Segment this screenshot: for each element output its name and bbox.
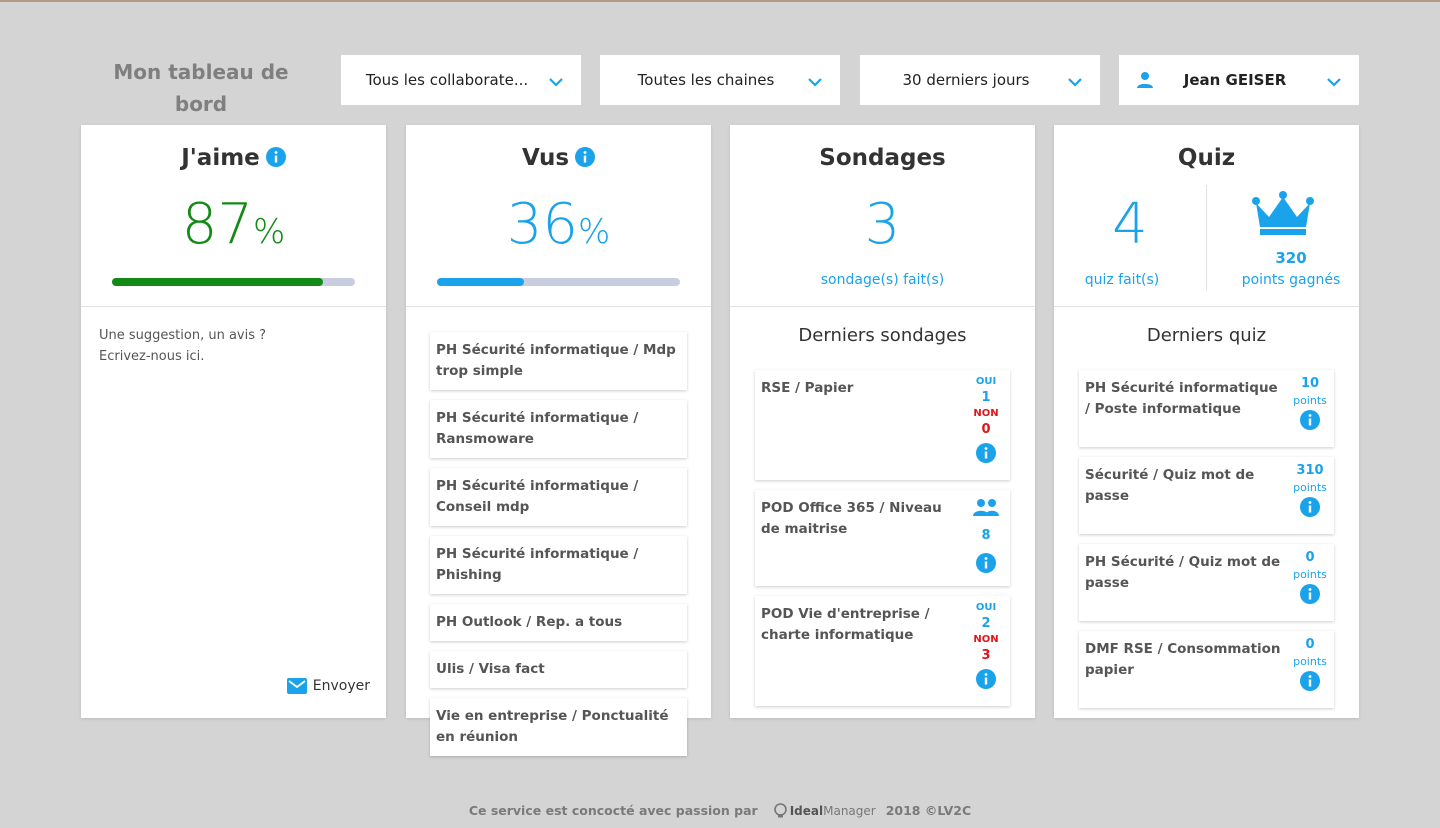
info-icon[interactable] bbox=[1300, 671, 1320, 698]
suggestion-line-2: Ecrivez-nous ici. bbox=[99, 349, 205, 364]
surveys-card-header bbox=[730, 125, 1035, 307]
views-value-unit: % bbox=[577, 212, 611, 252]
quiz-list bbox=[1079, 370, 1334, 702]
points-value: 10 bbox=[1300, 376, 1320, 391]
views-title-text: Vus bbox=[521, 145, 570, 171]
quiz-item[interactable] bbox=[1079, 370, 1334, 447]
likes-value-unit: % bbox=[252, 212, 286, 252]
no-label: NON bbox=[973, 408, 999, 419]
views-progress-bar bbox=[437, 278, 680, 286]
info-icon[interactable] bbox=[1300, 410, 1320, 437]
likes-card-header bbox=[81, 125, 386, 307]
surveys-value: 3 bbox=[864, 192, 901, 257]
likes-value-number: 87 bbox=[181, 192, 253, 257]
info-icon[interactable] bbox=[976, 443, 996, 470]
brand-logo[interactable] bbox=[774, 803, 876, 818]
quiz-title: Quiz bbox=[1177, 145, 1236, 171]
footer bbox=[0, 803, 1440, 818]
list-item[interactable]: PH Sécurité informatique / Mdp trop simple bbox=[430, 332, 687, 390]
quiz-section-title: Derniers quiz bbox=[1146, 325, 1267, 346]
points-value: 0 bbox=[1305, 550, 1315, 565]
participants-icon bbox=[972, 498, 1000, 525]
copyright: 2018 ©LV2C bbox=[885, 803, 972, 818]
period-filter-label: 30 derniers jours bbox=[902, 71, 1030, 89]
list-item[interactable]: Ulis / Visa fact bbox=[430, 651, 687, 688]
views-progress-fill bbox=[437, 278, 524, 286]
surveys-sublabel: sondage(s) fait(s) bbox=[820, 272, 945, 288]
top-border bbox=[0, 0, 1440, 2]
survey-item[interactable] bbox=[755, 596, 1010, 706]
quiz-item-score bbox=[1290, 463, 1330, 524]
survey-title: RSE / Papier bbox=[761, 380, 854, 396]
participants-count: 8 bbox=[981, 528, 991, 543]
user-filter-label: Jean GEISER bbox=[1183, 71, 1287, 89]
info-icon[interactable] bbox=[1300, 497, 1320, 524]
channels-filter[interactable] bbox=[600, 55, 840, 105]
no-count: 0 bbox=[981, 422, 991, 437]
collaborators-filter-label: Tous les collaborate... bbox=[365, 71, 529, 89]
survey-results bbox=[966, 376, 1006, 470]
views-title bbox=[406, 145, 711, 173]
likes-card bbox=[81, 125, 386, 718]
views-card bbox=[406, 125, 711, 745]
chevron-down-icon bbox=[806, 73, 824, 91]
quiz-item-score bbox=[1290, 637, 1330, 698]
user-filter[interactable] bbox=[1119, 55, 1359, 105]
send-button-label: Envoyer bbox=[312, 678, 370, 694]
info-icon[interactable] bbox=[976, 553, 996, 580]
list-item[interactable]: PH Outlook / Rep. a tous bbox=[430, 604, 687, 641]
send-button[interactable] bbox=[287, 678, 370, 694]
info-icon[interactable] bbox=[1300, 584, 1320, 611]
page-title: Mon tableau de bord bbox=[113, 60, 289, 116]
surveys-section-title: Derniers sondages bbox=[798, 325, 967, 346]
crown-icon bbox=[1207, 191, 1359, 237]
yes-label: OUI bbox=[975, 602, 997, 613]
quiz-item-score bbox=[1290, 550, 1330, 611]
likes-value bbox=[81, 193, 386, 264]
points-label: points bbox=[1293, 568, 1327, 581]
survey-item[interactable] bbox=[755, 490, 1010, 586]
suggestion-line-1: Une suggestion, un avis ? bbox=[99, 328, 267, 343]
likes-progress-fill bbox=[112, 278, 323, 286]
points-value: 310 bbox=[1296, 463, 1324, 478]
collaborators-filter[interactable] bbox=[341, 55, 581, 105]
quiz-points: 320 bbox=[1275, 249, 1307, 267]
list-item[interactable]: PH Sécurité informatique / Conseil mdp bbox=[430, 468, 687, 526]
points-label: points bbox=[1293, 655, 1327, 668]
likes-title-text: J'aime bbox=[181, 145, 260, 171]
list-item[interactable]: PH Sécurité informatique / Phishing bbox=[430, 536, 687, 594]
suggestion-text bbox=[99, 325, 266, 367]
list-item[interactable]: PH Sécurité informatique / Ransmoware bbox=[430, 400, 687, 458]
yes-label: OUI bbox=[975, 376, 997, 387]
info-icon[interactable] bbox=[266, 147, 286, 173]
info-icon[interactable] bbox=[575, 147, 595, 173]
survey-results bbox=[966, 602, 1006, 696]
footer-text: Ce service est concocté avec passion par bbox=[468, 803, 758, 818]
chevron-down-icon bbox=[1066, 73, 1084, 91]
quiz-value: 4 bbox=[1112, 192, 1148, 257]
likes-title bbox=[81, 145, 386, 173]
brand-name-light: Manager bbox=[823, 803, 876, 818]
quiz-points-label: points gagnés bbox=[1241, 272, 1341, 288]
quiz-item[interactable] bbox=[1079, 544, 1334, 621]
quiz-sublabel: quiz fait(s) bbox=[1084, 272, 1160, 288]
surveys-list bbox=[755, 370, 1010, 702]
yes-count: 1 bbox=[981, 390, 991, 405]
points-label: points bbox=[1293, 394, 1327, 407]
surveys-card bbox=[730, 125, 1035, 718]
survey-title: POD Office 365 / Niveau de maitrise bbox=[761, 500, 942, 537]
channels-filter-label: Toutes les chaines bbox=[637, 71, 775, 89]
chevron-down-icon bbox=[547, 73, 565, 91]
no-label: NON bbox=[973, 634, 999, 645]
quiz-item-title: Sécurité / Quiz mot de passe bbox=[1085, 467, 1255, 504]
survey-results bbox=[966, 498, 1006, 580]
quiz-card-header bbox=[1054, 125, 1359, 307]
no-count: 3 bbox=[981, 648, 991, 663]
views-value-number: 36 bbox=[506, 192, 578, 257]
brand-name-bold: Ideal bbox=[789, 803, 824, 818]
period-filter[interactable] bbox=[860, 55, 1100, 105]
quiz-item[interactable] bbox=[1079, 631, 1334, 708]
quiz-item-score bbox=[1290, 376, 1330, 437]
quiz-card bbox=[1054, 125, 1359, 718]
likes-progress-bar bbox=[112, 278, 355, 286]
brand-icon bbox=[774, 803, 787, 818]
survey-title: POD Vie d'entreprise / charte informatique bbox=[761, 606, 930, 643]
info-icon[interactable] bbox=[976, 669, 996, 696]
surveys-title: Sondages bbox=[819, 145, 946, 171]
list-item[interactable]: Vie en entreprise / Ponctualité en réunion bbox=[430, 698, 687, 756]
survey-item[interactable] bbox=[755, 370, 1010, 480]
yes-count: 2 bbox=[981, 616, 991, 631]
quiz-item-title: PH Sécurité / Quiz mot de passe bbox=[1085, 554, 1281, 591]
mail-icon bbox=[287, 678, 307, 694]
chevron-down-icon bbox=[1325, 73, 1343, 91]
points-value: 0 bbox=[1305, 637, 1315, 652]
points-label: points bbox=[1293, 481, 1327, 494]
quiz-item-title: DMF RSE / Consommation papier bbox=[1085, 641, 1281, 678]
views-card-header bbox=[406, 125, 711, 307]
quiz-item-title: PH Sécurité informatique / Poste informatique bbox=[1085, 380, 1278, 417]
views-value bbox=[406, 193, 711, 264]
quiz-item[interactable] bbox=[1079, 457, 1334, 534]
views-list bbox=[430, 332, 687, 745]
user-icon bbox=[1135, 71, 1155, 89]
